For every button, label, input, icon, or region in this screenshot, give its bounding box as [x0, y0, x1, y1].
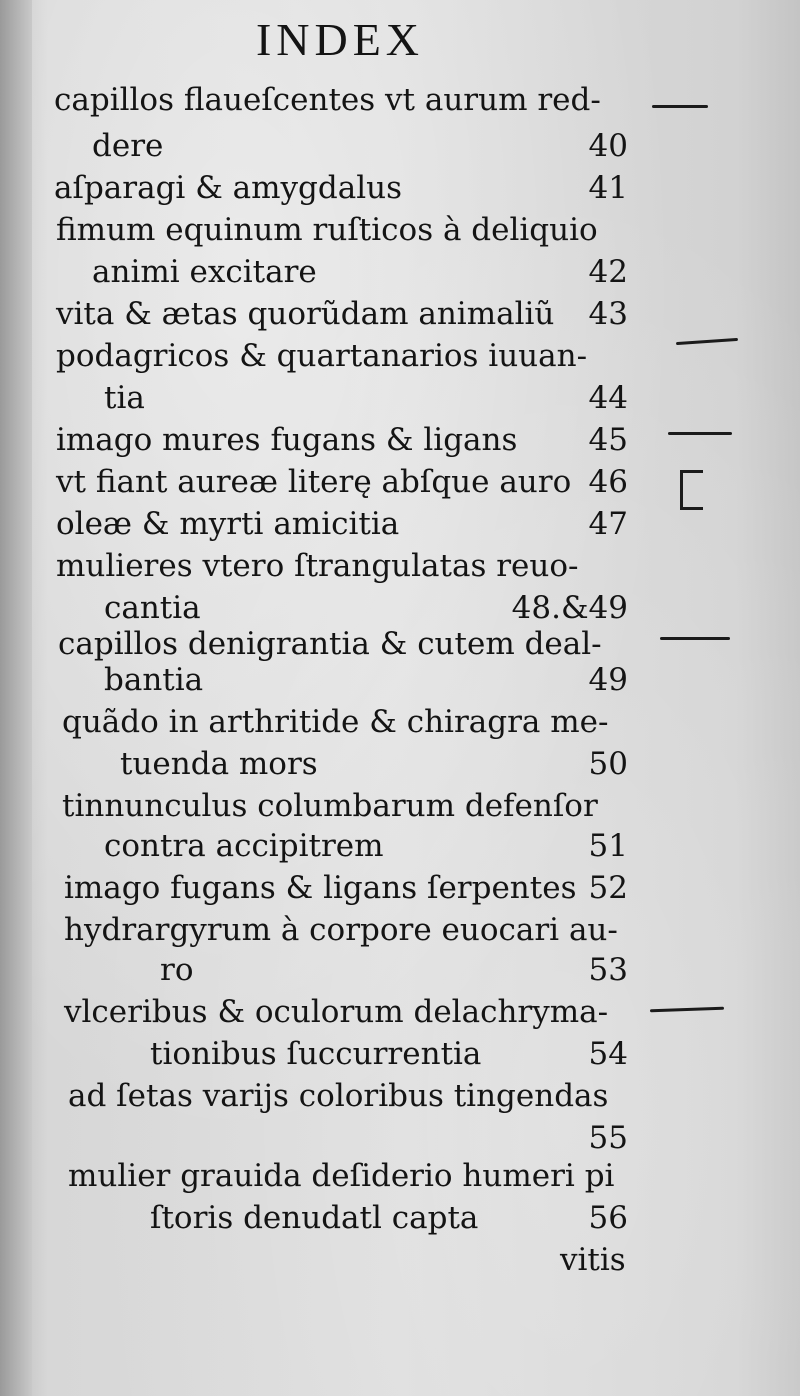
margin-bracket: [680, 470, 703, 510]
entry-text: vlceribus & oculorum delachryma-: [64, 994, 609, 1030]
entry-text: tuenda mors: [120, 746, 318, 782]
page-number: 54: [588, 1036, 628, 1072]
entry-text: bantia: [104, 662, 204, 698]
index-line: [0, 334, 800, 378]
margin-mark: [652, 105, 708, 108]
entry-text: tionibus ſuccurrentia: [150, 1036, 482, 1072]
entry-text: contra accipitrem: [104, 828, 384, 864]
index-line: [0, 250, 800, 294]
page-number: 53: [588, 952, 628, 988]
entry-text: tia: [104, 380, 145, 416]
index-line: [0, 78, 800, 122]
page-number: 44: [588, 380, 628, 416]
entry-text: hydrargyrum à corpore euocari au-: [64, 912, 618, 948]
entry-text: dere: [92, 128, 164, 164]
index-line: [0, 866, 800, 910]
index-line: [0, 742, 800, 786]
page-number: 46: [588, 464, 628, 500]
index-line: [0, 544, 800, 588]
entry-text: mulier grauida deſiderio humeri pi: [68, 1158, 615, 1194]
entry-text: fimum equinum ruſticos à deliquio: [56, 212, 598, 248]
index-line: [0, 208, 800, 252]
index-line: [0, 1074, 800, 1118]
page-number: 51: [588, 828, 628, 864]
page-header: INDEX: [255, 14, 425, 65]
index-line: [0, 948, 800, 992]
index-line: [0, 124, 800, 168]
index-line: [0, 1196, 800, 1240]
index-line: [0, 166, 800, 210]
entry-text: tinnunculus columbarum defenſor: [62, 788, 598, 824]
index-line: [0, 824, 800, 868]
entry-text: aſparagi & amygdalus: [54, 170, 402, 206]
entry-text: ſtoris denudatl capta: [150, 1200, 479, 1236]
page-number: 40: [588, 128, 628, 164]
entry-text: capillos denigrantia & cutem deal-: [58, 626, 602, 662]
index-line: [0, 658, 800, 702]
margin-mark: [668, 432, 732, 435]
page-number: 52: [588, 870, 628, 906]
page-number: 41: [588, 170, 628, 206]
index-line: [0, 784, 800, 828]
entry-text: ad ſetas varijs coloribus tingendas: [68, 1078, 609, 1114]
entry-text: oleæ & myrti amicitia: [56, 506, 400, 542]
page-number: 47: [588, 506, 628, 542]
index-line: [0, 292, 800, 336]
margin-mark: [660, 637, 730, 640]
catchword: vitis: [560, 1242, 626, 1278]
index-line: [0, 908, 800, 952]
entry-text: quãdo in arthritide & chiragra me-: [62, 704, 609, 740]
index-line: [0, 990, 800, 1034]
page-number: 43: [588, 296, 628, 332]
page-number: 42: [588, 254, 628, 290]
entry-text: animi excitare: [92, 254, 317, 290]
index-line: [0, 700, 800, 744]
index-line: [0, 1154, 800, 1198]
entry-text: vt fiant aureæ literę abſque auro: [56, 464, 572, 500]
index-line: [0, 1032, 800, 1076]
entry-text: capillos flaueſcentes vt aurum red-: [54, 82, 601, 118]
page-number: 56: [588, 1200, 628, 1236]
entry-text: vita & ætas quorũdam animaliũ: [56, 296, 555, 332]
page-number: 49: [588, 662, 628, 698]
entry-text: imago mures fugans & ligans: [56, 422, 518, 458]
page-number: 45: [588, 422, 628, 458]
index-line: [0, 418, 800, 462]
entry-text: podagricos & quartanarios iuuan-: [56, 338, 588, 374]
page-number: 55: [588, 1120, 628, 1156]
page-number: 50: [588, 746, 628, 782]
entry-text: cantia: [104, 590, 201, 626]
entry-text: ro: [160, 952, 194, 988]
index-line: [0, 376, 800, 420]
page-number: 48.&49: [511, 590, 628, 626]
entry-text: imago fugans & ligans ſerpentes: [64, 870, 577, 906]
entry-text: mulieres vtero ſtrangulatas reuo-: [56, 548, 579, 584]
